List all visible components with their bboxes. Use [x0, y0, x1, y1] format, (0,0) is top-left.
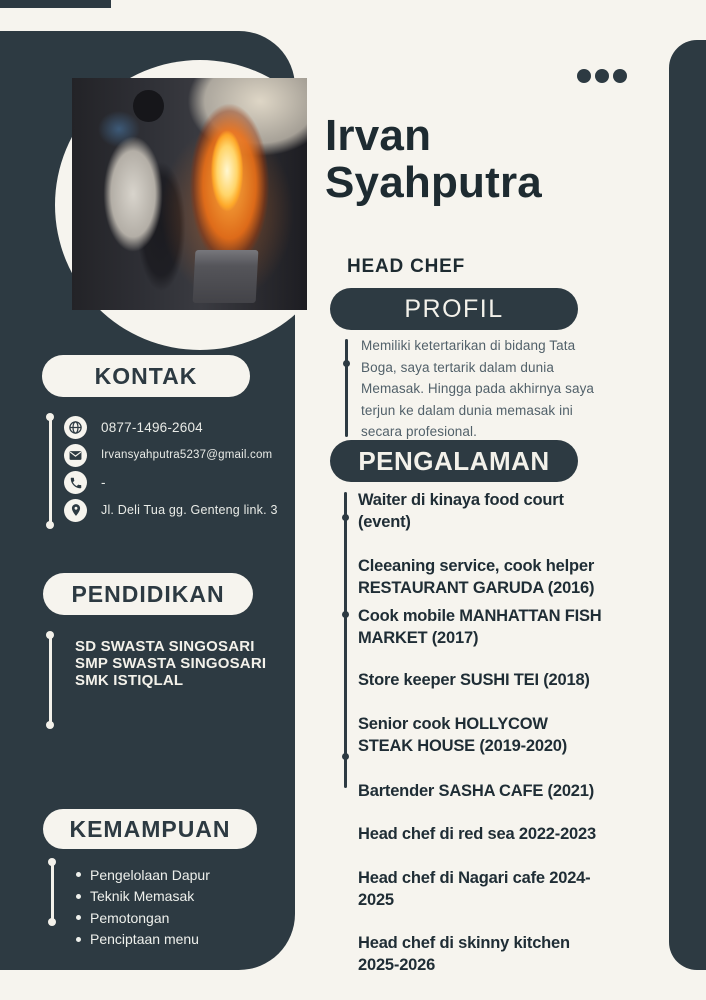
kontak-timeline-dot-bottom	[46, 521, 54, 529]
kontak-heading-pill	[42, 355, 250, 397]
email-icon	[64, 444, 87, 467]
skill-item	[76, 886, 210, 908]
first-name-text: Irvan	[325, 111, 432, 160]
kemampuan-heading-label: KEMAMPUAN	[69, 815, 231, 842]
top-left-accent-strip	[0, 0, 111, 8]
contact-item-phone	[64, 469, 278, 497]
kemampuan-timeline	[51, 862, 54, 924]
kemampuan-timeline-dot-top	[48, 858, 56, 866]
contact-item-email	[64, 442, 278, 470]
experience-item: Head chef di skinny kitchen 2025-2026	[358, 934, 570, 974]
experience-item: Head chef di Nagari cafe 2024-2025	[358, 869, 591, 909]
dot-icon	[577, 69, 591, 83]
profile-photo-chef-cooking	[72, 78, 307, 310]
experience-item: Waiter di kinaya food court (event)	[358, 491, 564, 531]
pendidikan-heading-pill	[43, 573, 253, 615]
last-name-text: Syahputra	[325, 158, 542, 207]
bullet-dot	[76, 915, 81, 920]
kemampuan-heading-pill	[43, 809, 257, 849]
pendidikan-heading-label: PENDIDIKAN	[71, 580, 225, 607]
profil-timeline-dot	[343, 360, 350, 367]
dot-icon	[595, 69, 609, 83]
experience-item: Store keeper SUSHI TEI (2018)	[358, 671, 590, 689]
ellipsis-decoration	[577, 69, 627, 83]
contact-value: Jl. Deli Tua gg. Genteng link. 3	[101, 503, 278, 518]
location-icon	[64, 499, 87, 522]
kontak-timeline-dot-top	[46, 413, 54, 421]
contact-value: -	[101, 475, 106, 491]
experience-timeline	[344, 492, 347, 788]
experience-timeline-dot	[342, 753, 349, 760]
pendidikan-timeline-dot-top	[46, 631, 54, 639]
skill-label: Penciptaan menu	[90, 931, 199, 948]
pendidikan-timeline	[49, 635, 52, 725]
education-item: SMP SWASTA SINGOSARI	[75, 655, 267, 672]
experience-item: Bartender SASHA CAFE (2021)	[358, 782, 595, 800]
contact-item-phone-number	[64, 414, 278, 442]
kitchen-bin-shape	[193, 250, 259, 303]
job-title: HEAD CHEF	[347, 256, 466, 277]
contact-item-address	[64, 497, 278, 525]
experience-timeline-dot	[342, 514, 349, 521]
kemampuan-timeline-dot-bottom	[48, 918, 56, 926]
bullet-dot	[76, 872, 81, 877]
education-item: SD SWASTA SINGOSARI	[75, 638, 255, 655]
bullet-dot	[76, 937, 81, 942]
education-item: SMK ISTIQLAL	[75, 672, 184, 689]
education-list	[75, 638, 266, 689]
pengalaman-heading-pill	[330, 440, 578, 482]
skill-label: Pengelolaan Dapur	[90, 866, 210, 883]
skill-item	[76, 864, 210, 886]
contact-value: 0877-1496-2604	[101, 420, 203, 436]
experience-item: Cleeaning service, cook helper RESTAURANT GARUDA (2016)	[358, 557, 595, 597]
chef-silhouette	[133, 90, 164, 122]
profil-timeline	[345, 339, 348, 437]
profil-paragraph: Memiliki ketertarikan di bidang Tata Boga, saya tertarik dalam dunia Memasak. Hingga pada akhirnya saya terjun ke dalam dunia memasak ini secara profesional.	[361, 338, 595, 439]
profil-heading-pill	[330, 288, 578, 330]
globe-icon	[64, 416, 87, 439]
page-title-name	[325, 112, 542, 206]
kontak-heading-label: KONTAK	[94, 362, 198, 389]
right-accent-bar	[669, 40, 706, 970]
kontak-timeline	[49, 417, 52, 525]
skill-label: Pemotongan	[90, 909, 170, 926]
bullet-dot	[76, 894, 81, 899]
experience-item: Head chef di red sea 2022-2023	[358, 825, 596, 843]
skill-item	[76, 929, 210, 951]
profil-heading-label: PROFIL	[404, 294, 504, 323]
skills-list	[76, 864, 210, 950]
dot-icon	[613, 69, 627, 83]
pendidikan-timeline-dot-bottom	[46, 721, 54, 729]
pengalaman-heading-label: PENGALAMAN	[358, 445, 550, 476]
experience-list	[358, 489, 607, 976]
experience-timeline-dot	[342, 611, 349, 618]
experience-item: Cook mobile MANHATTAN FISH MARKET (2017)	[358, 607, 602, 647]
contact-list	[64, 414, 278, 524]
skill-label: Teknik Memasak	[90, 888, 195, 905]
contact-value: Irvansyahputra5237@gmail.com	[101, 449, 273, 462]
phone-icon	[64, 471, 87, 494]
experience-item: Senior cook HOLLYCOW STEAK HOUSE (2019-2020)	[358, 715, 568, 755]
skill-item	[76, 907, 210, 929]
